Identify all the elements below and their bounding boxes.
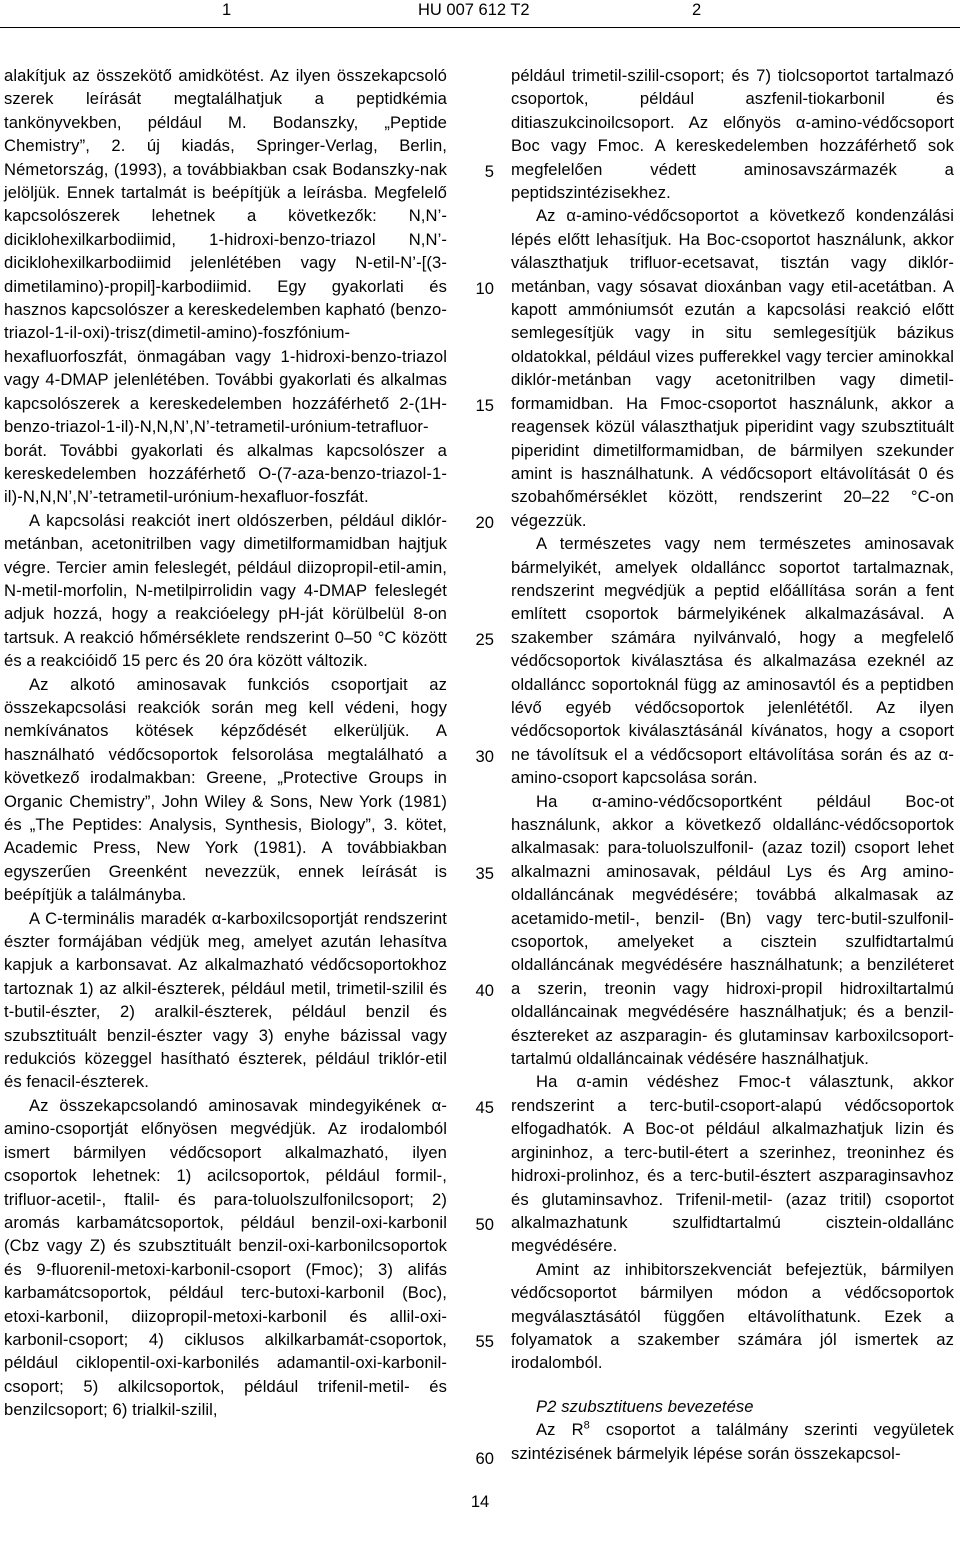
paragraph: Amint az inhibitorszekvenciát befejeztük, bármilyen védőcsoportot bármilyen módon a védőcsoportok megválasztásától függően eltávolíthatunk. Ezek a folyamatok a szakember számára jól ismertek az irodalomból. [511,1259,954,1373]
paragraph: például trimetil-szilil-csoport; és 7) tiolcsoportot tartalmazó csoportok, például aszfenil-tiokarbonil és ditiaszukcinoilcsoport. Az előnyös α-amino-védőcsoport Boc vagy Fmoc. A kereskedelemben hozzáférhető sok megfelelően védett aminosavszármazék a peptidszintézisekhez. [511,66,954,203]
line-number: 35 [475,864,494,883]
para-text: csoportot a találmány szerinti vegyületek szintézisének bármelyik lépése során összekapcsol- [511,1420,954,1463]
paragraph [511,1418,954,1465]
superscript: 8 [583,1419,590,1432]
line-number: 45 [475,1098,494,1117]
header-page-right: 2 [692,1,702,19]
paragraph: Ha α-amin védéshez Fmoc-t választunk, akkor rendszerint a terc-butil-csoport-alapú védőcsoportok elfogadhatók. A Boc-ot például alkalmazhatjuk lizin és argininhoz, a terc-butil-étert a szerinhez, treoninhez és hidroxi-prolinhoz, és a terc-butil-észtert aszparaginsavhoz és glutaminsavhoz. Trifenil-metil- (azaz tritil) csoportot alkalmazhatunk szulfidtartalmú cisztein-oldallánc megvédésére. [511,1072,954,1256]
line-number: 60 [475,1449,494,1468]
paragraph: Az alkotó aminosavak funkciós csoportjait az összekapcsolási reakciók során meg kell védeni, hogy nemkívánatos kötések képződését elkerüljük. A használható védőcsoportok felsorolása megtalálható a következő irodalmakban: Greene, „Protective Groups in Organic Chemistry”, John Wiley & Sons, New York (1981) és „The Peptides: Analysis, Synthesis, Biology”, 3. kötet, Academic Press, New York (1981). A továbbiakban egyszerűen Greenként nevezzük, ennek leírását is beépítjük a találmányba. [4,674,447,905]
header-rule [0,27,960,28]
right-column [511,64,954,1465]
line-number: 30 [475,747,494,766]
line-number: 5 [484,162,494,181]
line-number: 15 [475,396,494,415]
line-number: 40 [475,981,494,1000]
paragraph: A C-terminális maradék α-karboxilcsoportját rendszerint észter formájában védjük meg, amelyet azután lehasítva kapjuk a karbonsavat. Az alkalmazható védőcsoportokhoz tartoznak 1) az alkil-észterek, például metil, trimetil-szilil és t-butil-észter, 2) aralkil-észterek, például benzil és szubsztituált benzil-észter vagy 3) enyhe bázissal vagy redukciós közeggel hasítható észterek, például triklór-etil és fenacil-észterek. [4,908,447,1092]
paragraph: Az összekapcsolandó aminosavak mindegyikének α-amino-csoportját előnyösen megvédjük. Az irodalomból ismert bármilyen védőcsoport alkalmazható, ilyen csoportok lehetnek: 1) acilcsoportok, például formil-, trifluor-acetil-, ftalil- és para-toluolszulfonilcsoport; 2) aromás karbamátcsoportok, például benzil-oxi-karbonil (Cbz vagy Z) és szubsztituált benzil-oxi-karbonilcsoportok és 9-fluorenil-metoxi-karbonil-csoport (Fmoc); 3) alifás karbamátcsoportok, például terc-butoxi-karbonil (Boc), etoxi-karbonil, diizopropil-metoxi-karbonil és allil-oxi-karbonil-csoport; 4) ciklusos alkilkarbamát-csoportok, például ciklopentil-oxi-karbonilés adamantil-oxi-karbonil-csoport; 5) alkilcsoportok, például trifenil-metil- és benzilcsoport; 6) trialkil-szilil, [4,1095,447,1420]
line-number: 25 [475,630,494,649]
paragraph: alakítjuk az összekötő amidkötést. Az ilyen összekapcsoló szerek leírását megtalálhatjuk a peptidkémia tankönyvekben, például M. Bodanszky, „Peptide Chemistry”, 2. új kiadás, Springer-Verlag, Berlin, Németország, (1993), a továbbiakban csak Bodanszky-nak jelöljük. Ennek tartalmát is beépítjük a leírásba. Megfelelő kapcsolószerek lehetnek a következők: N,N’-diciklohexilkarbodiimid, 1-hidroxi-benzo-triazol N,N’-diciklohexilkarbodiimid jelenlétében vagy N-etil-N’-[(3-dimetilamino)-propil]-karbodiimid. Egy gyakorlati és hasznos kapcsolószer a kereskedelemben kapható (benzo-triazol-1-il-oxi)-trisz(dimetil-amino)-foszfónium-hexafluorfoszfát, önmagában vagy 1-hidroxi-benzo-triazol vagy 4-DMAP jelenlétében. További gyakorlati és alkalmas kapcsolószerek a kereskedelemben hozzáférhető 2-(1H-benzo-triazol-1-il)-N,N,N’,N’-tetrametil-urónium-tetrafluor-borát. További gyakorlati és alkalmas kapcsolószer a kereskedelemben hozzáférhető O-(7-aza-benzo-triazol-1-il)-N,N,N’,N’-tetrametil-urónium-hexafluor-foszfát. [4,66,447,507]
paragraph: A természetes vagy nem természetes aminosavak bármelyikét, amelyek oldalláncc soportot tartalmaznak, rendszerint megvédjük a peptid előállítása során a fent említett csoportok bármelyikének alkalmazásával. A szakember számára nyilvánvaló, hogy a megfelelő védőcsoportok kiválasztása és alkalmazása ezeknél az oldalláncc soportoknál függ az aminosavtól és a peptidben lévő egyéb védőcsoportok jelenlététől. Az ilyen védőcsoportok kiválasztásánál kívánatos, hogy a csoport ne távolítsuk el a védőcsoport eltávolítása során és az α-amino-csoport kapcsolása során. [511,534,954,788]
line-number: 50 [475,1215,494,1234]
header-page-left: 1 [222,1,232,19]
line-number: 20 [475,513,494,532]
left-column [4,64,447,1422]
line-number: 55 [475,1332,494,1351]
paragraph: Az α-amino-védőcsoportot a következő kondenzálási lépés előtt lehasítjuk. Ha Boc-csoportot használunk, akkor választhatjuk trifluor-ecetsavat, tisztán vagy diklór-metánban, vagy sósavat dioxánban vagy etil-acetátban. A kapott ammóniumsót ezután a kapcsolási reakció előtt semlegesítjük vagy in situ semlegesítjük bázikus oldatokkal, például vizes pufferekkel vagy tercier aminokkal diklór-metánban vagy acetonitrilben vagy dimetil-formamidban. Ha Fmoc-csoportot használunk, akkor a reagensek közül választhatjuk piperidint vagy szubsztituált piperidint dimetilformamidban, de bármilyen szekunder amint is használhatunk. A védőcsoport eltávolítását 0 és szobahőmérséklet között, rendszerint 20–22 °C-on végezzük. [511,206,954,530]
line-number: 10 [475,279,494,298]
header-patent-number: HU 007 612 T2 [418,1,530,19]
page-number: 14 [470,1493,490,1511]
para-text: Az R [536,1420,584,1440]
paragraph: A kapcsolási reakciót inert oldószerben, például diklór-metánban, acetonitrilben vagy dimetilformamidban hajtjuk végre. Tercier amin feleslegét, például diizopropil-etil-amin, N-metil-morfolin, N-metilpirrolidin vagy 4-DMAP feleslegét adjuk hozzá, hogy a reakcióelegy pH-ját körülbelül 8-on tartsuk. A reakció hőmérséklete rendszerint 0–50 °C között és a reakcióidő 15 perc és 20 óra között változik. [4,510,447,671]
paragraph: Ha α-amino-védőcsoportként például Boc-ot használunk, akkor a következő oldallánc-védőcsoportok alkalmasak: para-toluolszulfonil- (azaz tozil) csoport lehet alkalmazni aminosavak, például Lys és Arg amino-oldalláncának megvédésére; továbbá alkalmasak az acetamido-metil-, benzil- (Bn) vagy terc-butil-szulfonil-csoportok, amelyeket a cisztein szulfidtartalmú oldalláncának megvédésére használhatunk; a benziléteret a szerin, treonin vagy hidroxi-propil hidroxiltartalmú oldalláncainak megvédésére használhatjuk; és a benzil-észtereket az aszparagin- és glutaminsav karboxilcsoport-tartalmú oldalláncainak védésére használhatjuk. [511,791,954,1069]
section-title: P2 szubsztituens bevezetése [536,1396,754,1416]
